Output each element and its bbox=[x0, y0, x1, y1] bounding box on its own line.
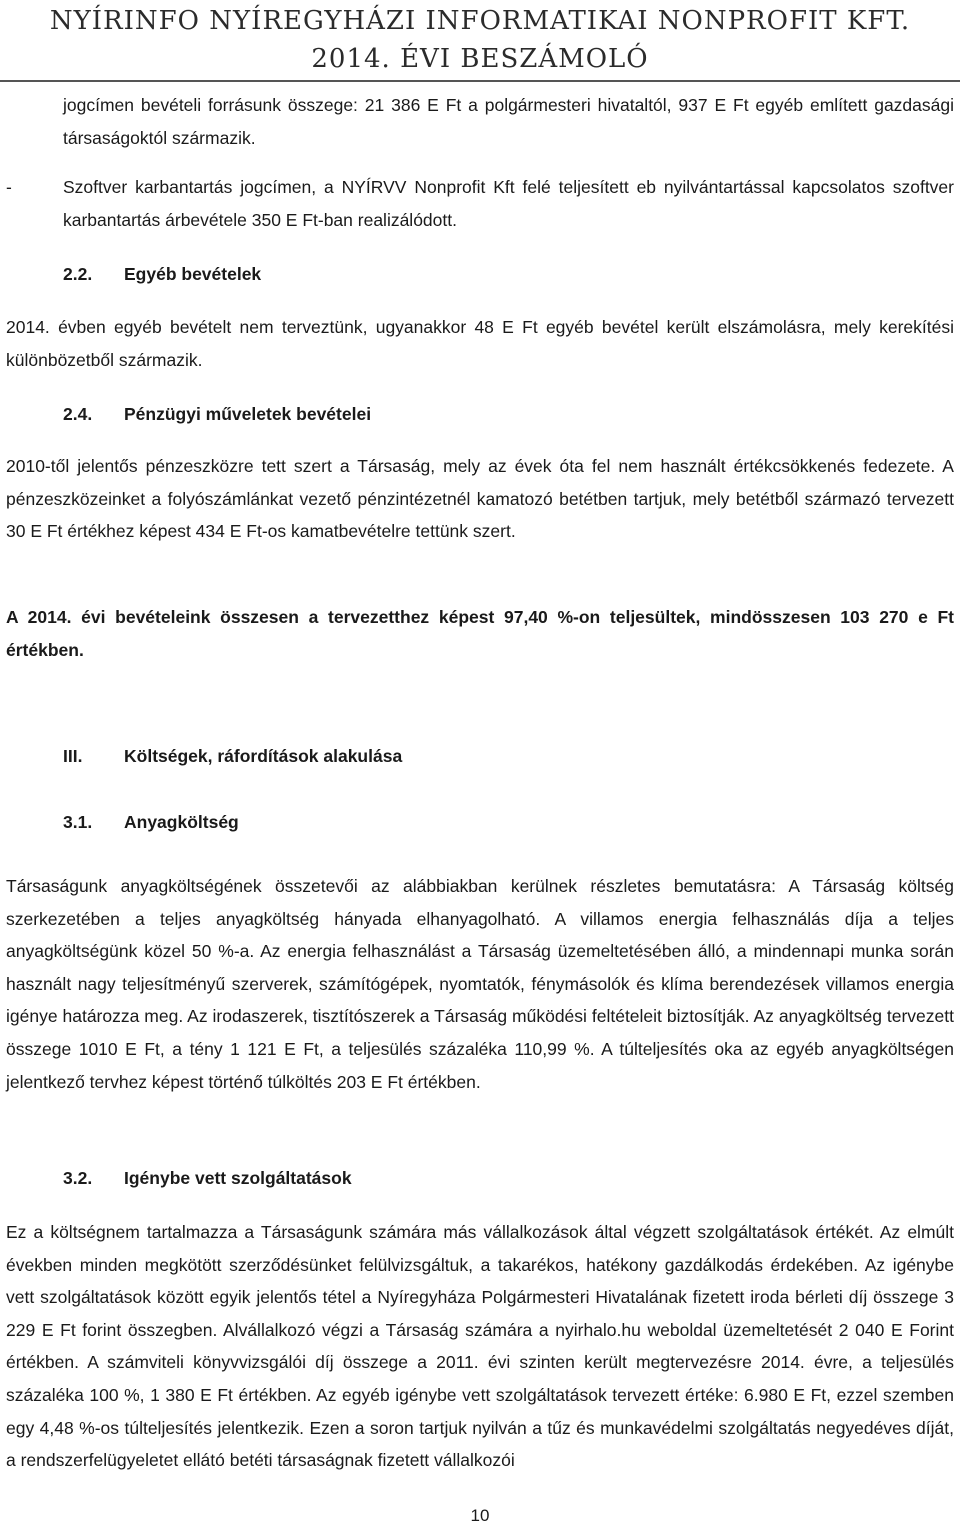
header-company: NYÍRINFO NYÍREGYHÁZI INFORMATIKAI NONPROFIT KFT. bbox=[49, 6, 911, 36]
section-number-3-1: 3.1. bbox=[63, 812, 93, 832]
section-title-costs: Költségek, ráfordítások alakulása bbox=[124, 746, 403, 766]
paragraph-other-income: 2014. évben egyéb bevételt nem terveztünk, ugyanakkor 48 E Ft egyéb bevétel került elszámolásra, mely kerekítési különbözetből származik. bbox=[6, 317, 954, 370]
header-report-title: 2014. ÉVI BESZÁMOLÓ bbox=[311, 44, 649, 74]
paragraph-income-summary: A 2014. évi bevételeink összesen a tervezetthez képest 97,40 %-on teljesültek, mindösszesen 103 270 e Ft értékben. bbox=[6, 607, 954, 660]
section-number-2-2: 2.2. bbox=[63, 264, 93, 284]
section-title-services-used: Igénybe vett szolgáltatások bbox=[124, 1168, 352, 1188]
section-number-3: III. bbox=[63, 746, 83, 766]
bullet-software-maintenance: Szoftver karbantartás jogcímen, a NYÍRVV Nonprofit Kft felé teljesített eb nyilvántartással kapcsolatos szoftver karbantartás árbevétele 350 E Ft-ban realizálódott. bbox=[63, 177, 954, 230]
section-title-other-income: Egyéb bevételek bbox=[124, 264, 262, 284]
page-number: 10 bbox=[470, 1506, 490, 1525]
section-title-material-costs: Anyagköltség bbox=[124, 812, 239, 832]
paragraph-continuation: jogcímen bevételi forrásunk összege: 21 386 E Ft a polgármesteri hivataltól, 937 E Ft egyéb említett gazdasági társaságoktól származik. bbox=[63, 95, 954, 148]
section-title-financial-income: Pénzügyi műveletek bevételei bbox=[124, 404, 372, 424]
section-number-2-4: 2.4. bbox=[63, 404, 93, 424]
header-divider bbox=[0, 80, 960, 82]
paragraph-services-used: Ez a költségnem tartalmazza a Társaságunk számára más vállalkozások által végzett szolgáltatások értékét. Az elmúlt években minden megkötött szerződésünket felülvizsgáltuk, a takarékos, hatékony gazdálkodás érdekében. Az igénybe vett szolgáltatások között egyik jelentős tétel a Nyíregyháza Polgármesteri Hivatalának fizetett iroda bérleti díj összege 3 229 E Ft forint összegben. Alvállalkozó végzi a Társaság számára a nyirhalo.hu weboldal üzemeltetését 2 040 E Forint értékben. A számviteli könyvvizsgálói díj összege a 2011. évi szinten került megtervezésre 2014. évre, a teljesülés százaléka 100 %, 1 380 E Ft értékben. Az egyéb igénybe vett szolgáltatások tervezett értéke: 6.980 E Ft, ezzel szemben egy 4,48 %-os túlteljesítés jelentkezik. Ezen a soron tartjuk nyilván a tűz és munkavédelmi szolgáltatás negyedéves díját, a rendszerfelügyeletet ellátó betéti társaságnak fizetett vállalkozói bbox=[6, 1222, 954, 1471]
paragraph-material-costs: Társaságunk anyagköltségének összetevői az alábbiakban kerülnek részletes bemutatásra: A Társaság költség szerkezetében a teljes anyagköltség hányada elhanyagolható. A villamos energia felhasználás díja a teljes anyagköltségünk közel 50 %-a. Az energia felhasználást a Társaság üzemeltetésében álló, a mindennapi munka során használt nagy teljesítményű szerverek, számítógépek, nyomtatók, fénymásolók és klíma berendezések villamos energia igénye határozza meg. Az irodaszerek, tisztítószerek a Társaság működési feltételeit biztosítják. Az anyagköltség tervezett összege 1010 E Ft, a tény 1 121 E Ft, a teljesülés százaléka 110,99 %. A túlteljesítés oka az egyéb anyagköltségen jelentkező tervhez képest történő túlköltés 203 E Ft értékben. bbox=[6, 876, 954, 1092]
bullet-dash: - bbox=[6, 177, 12, 197]
paragraph-financial-income: 2010-től jelentős pénzeszközre tett szert a Társaság, mely az évek óta fel nem használt értékcsökkenés fedezete. A pénzeszközeinket a folyószámlánkat vezető pénzintézetnél kamatozó betétben tartjuk, mely betétből származó tervezett 30 E Ft értékhez képest 434 E Ft-os kamatbevételre tettünk szert. bbox=[6, 456, 954, 542]
section-number-3-2: 3.2. bbox=[63, 1168, 93, 1188]
